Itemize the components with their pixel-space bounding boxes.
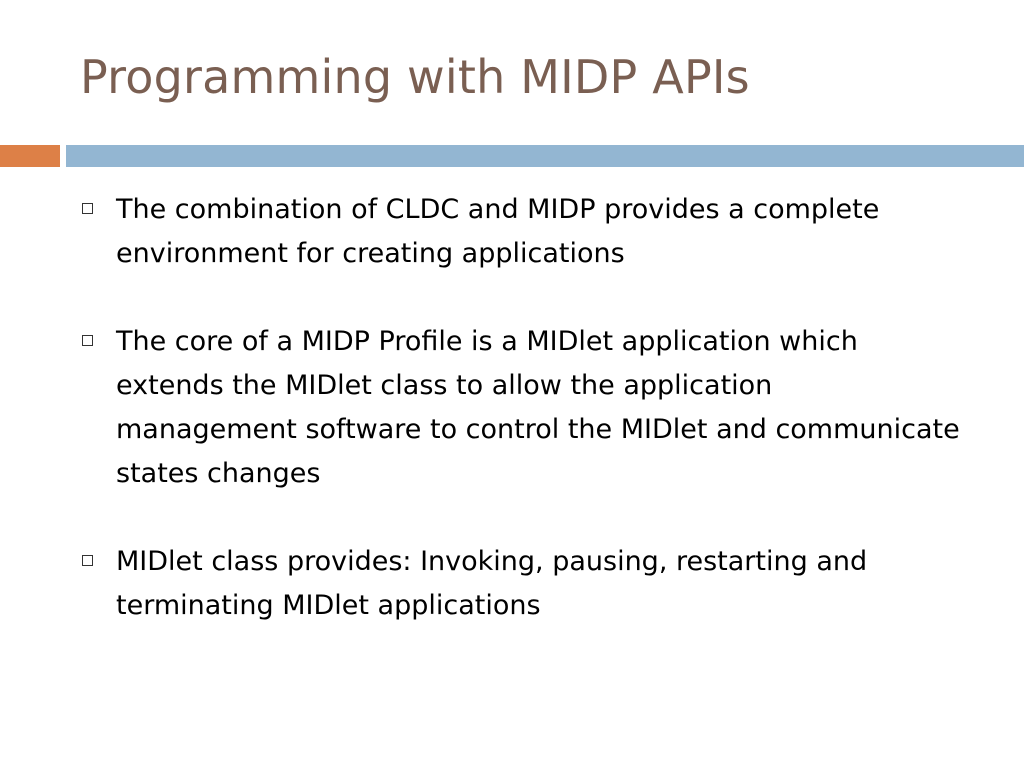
square-bullet-icon (82, 335, 93, 346)
bullet-text: The core of a MIDP Profile is a MIDlet application which extends the MIDlet class to allow the application management software to control the MIDlet and communicate states changes (116, 326, 960, 489)
square-bullet-icon (82, 203, 93, 214)
bullet-item (80, 320, 960, 496)
bullet-text: The combination of CLDC and MIDP provides a complete environment for creating applications (116, 194, 880, 269)
title-accent-bar (0, 145, 60, 167)
slide-title: Programming with MIDP APIs (80, 50, 750, 104)
square-bullet-icon (82, 555, 93, 566)
bullet-item (80, 540, 960, 628)
bullet-text: MIDlet class provides: Invoking, pausing, restarting and terminating MIDlet applications (116, 546, 868, 621)
title-underline-bar (66, 145, 1024, 167)
bullet-list (80, 188, 960, 672)
bullet-item (80, 188, 960, 276)
